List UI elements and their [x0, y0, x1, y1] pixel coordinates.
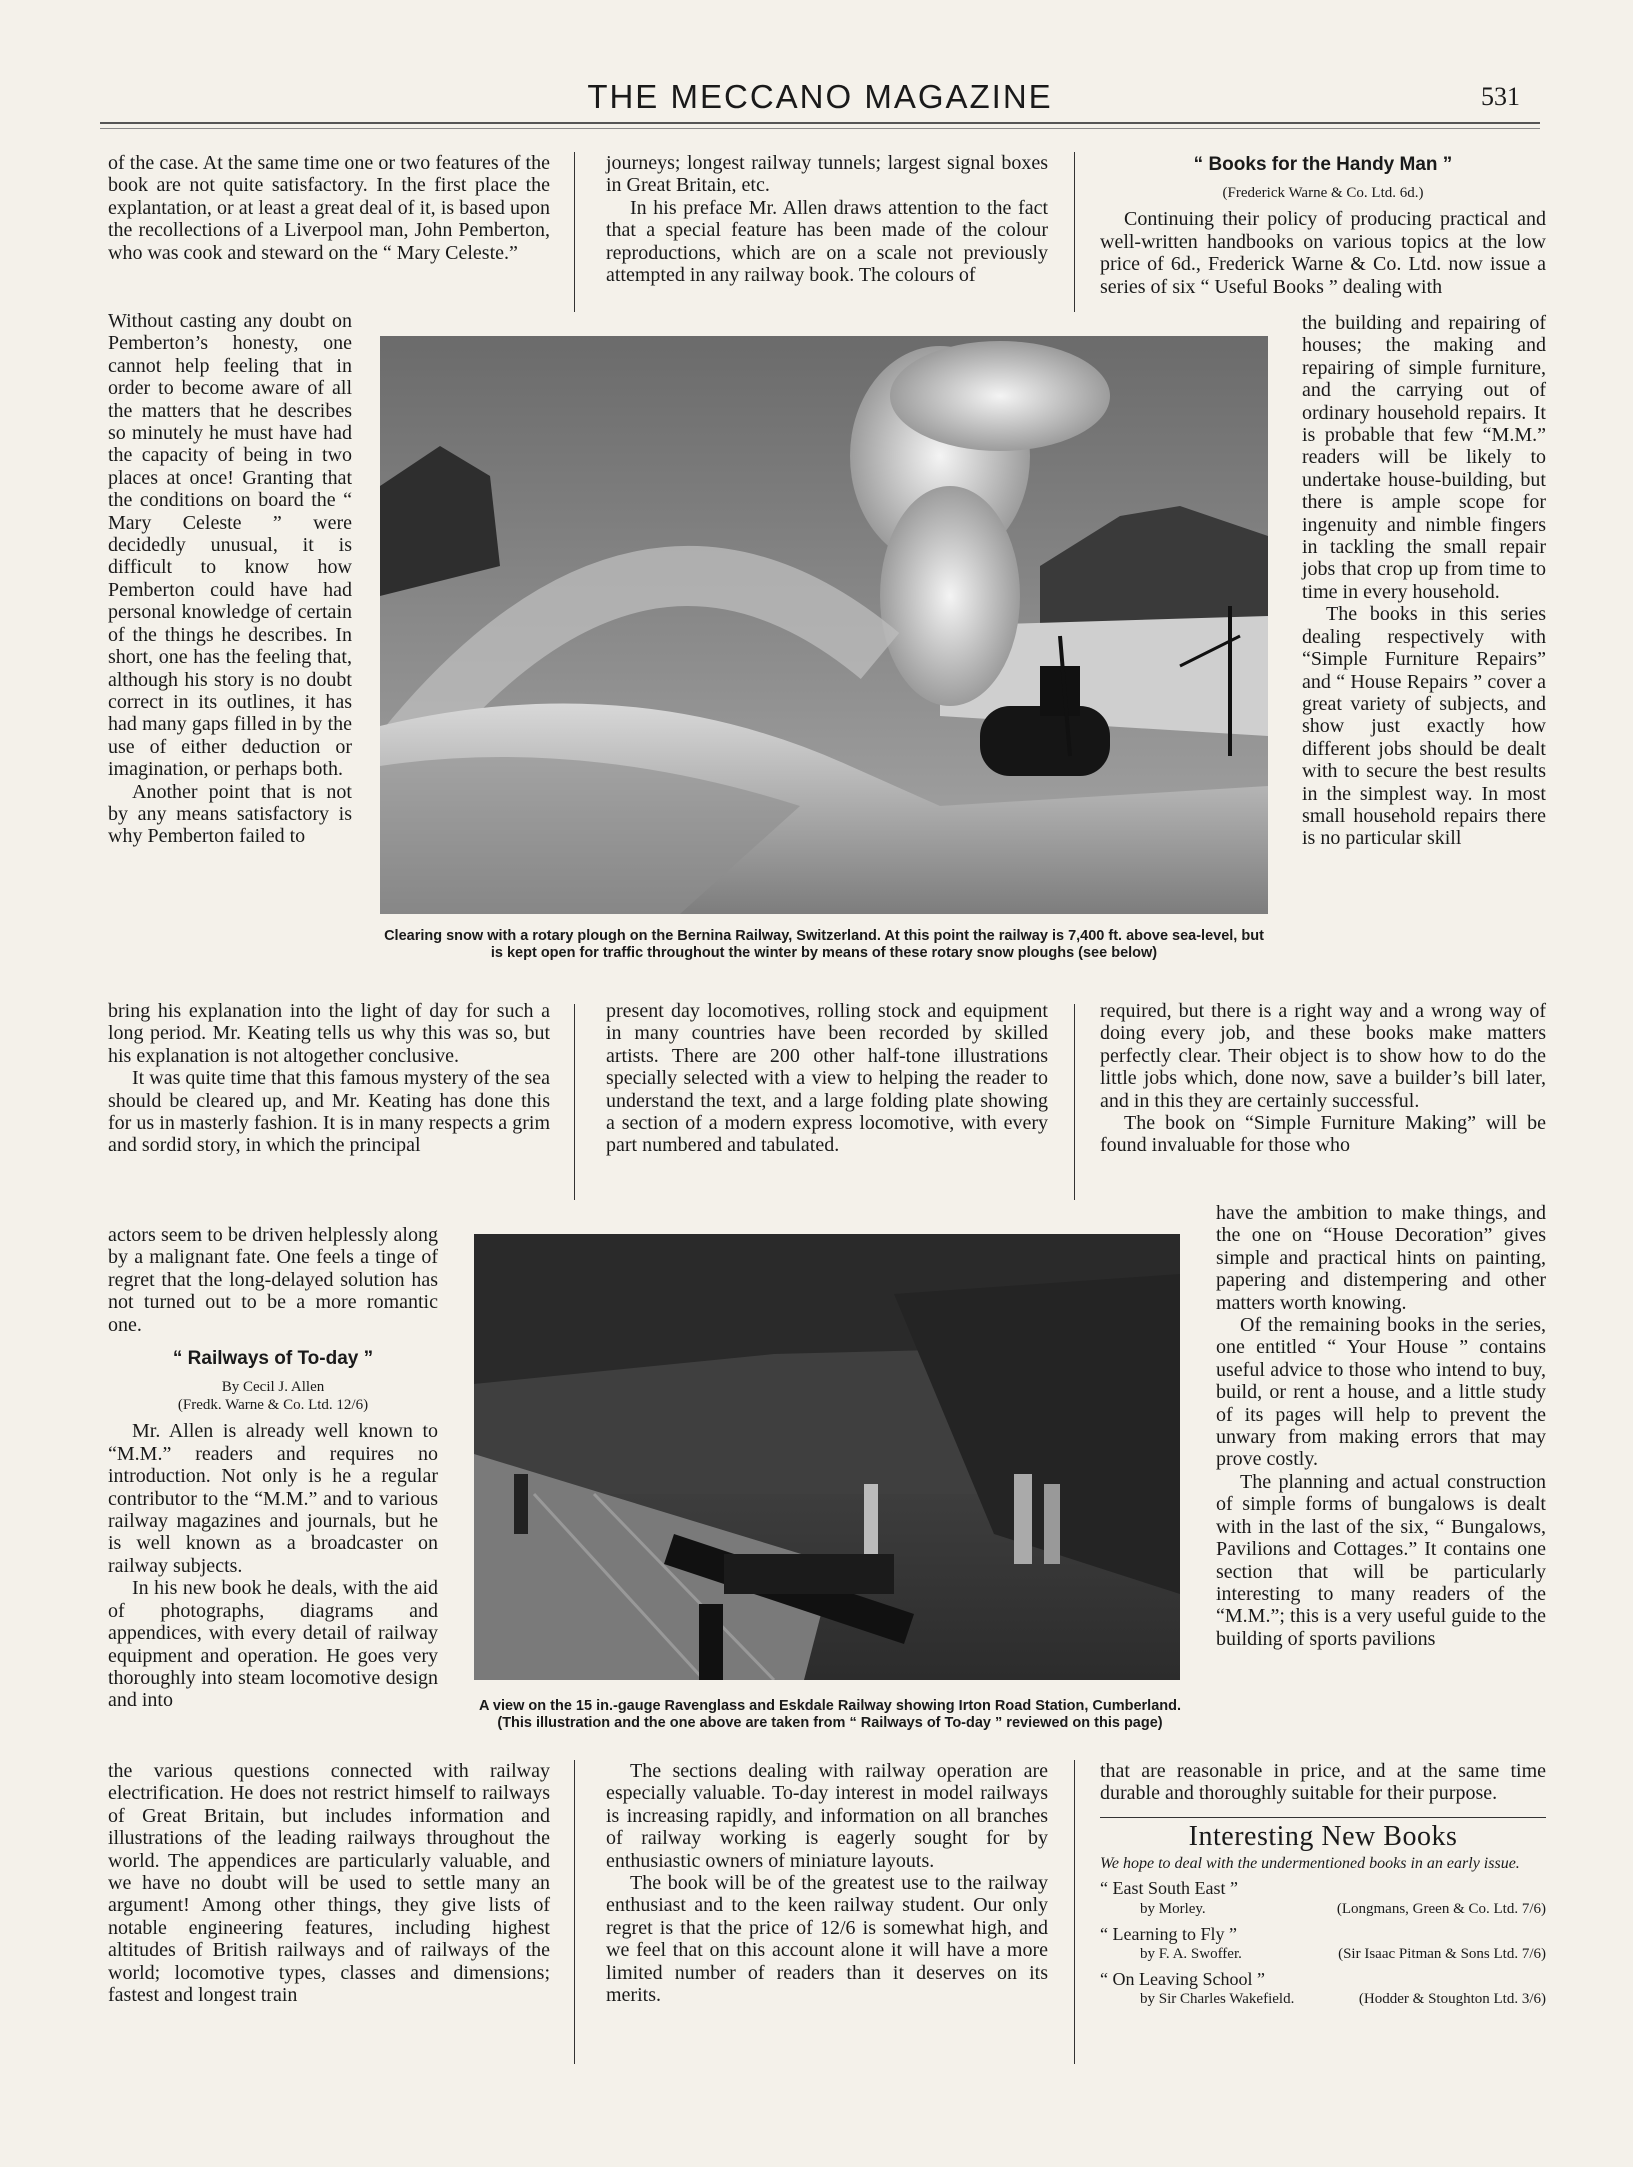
column-rule [574, 152, 575, 312]
col1-paragraph: Mr. Allen is already well known to “M.M.” readers and requires no introduction. Not only is he a regular contributor to the “M.M.” and to various railway magazines and journals, but he is well known as a broadcaster on railway subjects. [108, 1420, 438, 1577]
col1-paragraph: In his new book he deals, with the aid of photographs, diagrams and appendices, with every detail of railway equipment and operation. He goes very thoroughly into steam locomotive design and into [108, 1577, 438, 1712]
column-rule [1074, 1004, 1075, 1200]
book-author-line [1100, 1900, 1546, 1919]
col2-paragraph: The book will be of the greatest use to the railway enthusiast and to the keen railway student. Our only regret is that the price of 12/6 is somewhat high, and we feel that on this account alone it will have a more limited number of readers than it deserves on its merits. [606, 1872, 1048, 2007]
column-1-narrow [108, 310, 352, 848]
station-image [474, 1234, 1180, 1680]
col3-paragraph: the building and repairing of houses; the making and repairing of simple furniture, and the carrying out of ordinary household repairs. It is probable that few “M.M.” readers will be likely to undertake house-building, but there is ample scope for ingenuity and nimble fingers in tackling the small repair jobs that crop up from time to time in every household. [1302, 312, 1546, 603]
snow-plough-image [380, 336, 1268, 914]
col1-paragraph: It was quite time that this famous mystery of the sea should be cleared up, and Mr. Keating has done this for us in masterly fashion. It is in many respects a grim and sordid story, in which the principal [108, 1067, 550, 1157]
book-publisher: (Sir Isaac Pitman & Sons Ltd. 7/6) [1338, 1946, 1546, 1963]
col1-paragraph: Another point that is not by any means satisfactory is why Pemberton failed to [108, 780, 352, 848]
column-rule [1074, 152, 1075, 312]
books-rule [1100, 1817, 1546, 1818]
col3-paragraph: The planning and actual construction of simple forms of bungalows is dealt with in the last of the six, “ Bungalows, Pavilions and Cottages.” It contains one section that will be particularly interesting to many readers of the “M.M.”; this is a very useful guide to the building of sports pavilions [1216, 1470, 1546, 1650]
station-caption: A view on the 15 in.-gauge Ravenglass and Eskdale Railway showing Irton Road Station, Cumberland. (This illustration and the one above are taken from “ Railways of To-day ” reviewed on this page) [478, 1698, 1182, 1731]
books-note: We hope to deal with the undermentioned books in an early issue. [1100, 1855, 1520, 1873]
col3-paragraph: Of the remaining books in the series, one entitled “ Your House ” contains useful advice to those who intend to buy, build, or rent a house, and a little study of its pages will help to prevent the unwary from making errors that may prove costly. [1216, 1314, 1546, 1471]
col1-paragraph: bring his explanation into the light of day for such a long period. Mr. Keating tells us why this was so, but his explanation is not altogether conclusive. [108, 1000, 550, 1067]
book-title: “ Learning to Fly ” [1100, 1923, 1237, 1944]
book-title: “ East South East ” [1100, 1878, 1238, 1899]
col2-paragraph: present day locomotives, rolling stock and equipment in many countries have been recorded by skilled artists. There are 200 other half-tone illustrations specially selected with a view to helping the reader to understand the text, and a large folding plate showing a section of a modern express locomotive, with every part numbered and tabulated. [606, 1000, 1048, 1157]
books-heading: Interesting New Books [1188, 1820, 1458, 1852]
book-title: “ On Leaving School ” [1100, 1969, 1265, 1990]
book-author: by F. A. Swoffer. [1140, 1946, 1242, 1963]
column-2-top [606, 152, 1048, 286]
handy-man-publisher: (Frederick Warne & Co. Ltd. 6d.) [1222, 185, 1424, 202]
book-publisher: (Longmans, Green & Co. Ltd. 7/6) [1336, 1900, 1546, 1917]
magazine-title: THE MECCANO MAGAZINE [587, 78, 1053, 115]
col1-paragraph: the various questions connected with railway electrification. He does not restrict himself to railways of Great Britain, but includes information and illustrations of the leading railways throughout the world. The appendices are particularly valuable, and we have no doubt will be used to settle many an argument! Among other things, they give lists of notable engineering features, including highest altitudes of British railways and of railways of the world; locomotive types, classes and dimensions; fastest and longest train [108, 1760, 550, 2007]
column-2-bottom [606, 1760, 1048, 2006]
col3-paragraph: Continuing their policy of producing practical and well-written handbooks on various topics at the low price of 6d., Frederick Warne & Co. Ltd. now issue a series of six “ Useful Books ” dealing with [1100, 208, 1546, 298]
column-rule [1074, 1760, 1075, 2064]
col3-paragraph: required, but there is a right way and a wrong way of doing every job, and these books make matters perfectly clear. Their object is to show how to do the little jobs which, done now, save a builder’s bill later, and in this they are certainly successful. [1100, 1000, 1546, 1112]
column-1-lower [108, 1224, 438, 1712]
col3-paragraph: The book on “Simple Furniture Making” will be found invaluable for those who [1100, 1112, 1546, 1157]
railways-heading: “ Railways of To-day ” [172, 1348, 374, 1370]
column-2-middle [606, 1000, 1048, 1157]
station-photo [474, 1234, 1180, 1680]
col3-paragraph: have the ambition to make things, and the one on “House Decoration” gives simple and practical hints on painting, papering and distempering and other matters worth knowing. [1216, 1202, 1546, 1314]
running-header [100, 78, 1540, 124]
column-rule [574, 1004, 575, 1200]
column-3-narrow [1302, 312, 1546, 850]
col3-paragraph: that are reasonable in price, and at the same time durable and thoroughly suitable for their purpose. [1100, 1760, 1546, 1805]
header-rule [100, 128, 1540, 129]
column-3-bottom [1100, 1760, 1546, 2009]
page-number: 531 [1481, 82, 1520, 111]
column-3-top [1100, 150, 1546, 298]
col2-paragraph: journeys; longest railway tunnels; largest signal boxes in Great Britain, etc. [606, 152, 1048, 197]
book-author-line [1100, 1945, 1546, 1964]
snow-plough-caption: Clearing snow with a rotary plough on the Bernina Railway, Switzerland. At this point the railway is 7,400 ft. above sea-level, but is kept open for traffic throughout the winter by means of these rotary snow ploughs (see below) [384, 928, 1264, 961]
handy-man-heading: “ Books for the Handy Man ” [1193, 154, 1453, 175]
column-3-middle [1100, 1000, 1546, 1157]
railways-publisher: (Fredk. Warne & Co. Ltd. 12/6) [177, 1397, 369, 1414]
book-author-line [1100, 1990, 1546, 2009]
col1-paragraph: actors seem to be driven helplessly along by a malignant fate. One feels a tinge of regret that the long-delayed solution has not turned out to be a more romantic one. [108, 1224, 438, 1336]
railways-byline: By Cecil J. Allen [221, 1379, 325, 1396]
col2-paragraph: The sections dealing with railway operation are especially valuable. To-day interest in model railways is increasing rapidly, and information on all branches of railway working is eagerly sought for by enthusiastic owners of miniature layouts. [606, 1760, 1048, 1872]
column-3-lower [1216, 1202, 1546, 1650]
column-1-top [108, 152, 550, 264]
col3-paragraph: The books in this series dealing respectively with “Simple Furniture Repairs” and “ House Repairs ” cover a great variety of subjects, and show just exactly how different jobs should be dealt with to secure the best results in the simplest way. In most small household repairs there is no particular skill [1302, 603, 1546, 850]
book-publisher: (Hodder & Stoughton Ltd. 3/6) [1358, 1991, 1546, 2008]
col1-paragraph: of the case. At the same time one or two features of the book are not quite satisfactory. In the first place the explantation, or at least a great deal of it, is based upon the recollections of a Liverpool man, John Pemberton, who was cook and steward on the “ Mary Celeste.” [108, 152, 550, 264]
books-list [1100, 1877, 1546, 2009]
col1-paragraph: Without casting any doubt on Pemberton’s honesty, one cannot help feeling that in order to become aware of all the matters that he describes so minutely he must have had the capacity of being in two places at once! Granting that the conditions on board the “ Mary Celeste ” were decidedly unusual, it is difficult to know how Pemberton could have had personal knowledge of certain of the things he describes. In short, one has the feeling that, although his story is no doubt correct in its outlines, it has had many gaps filled in by the use of either deduction or imagination, or perhaps both. [108, 310, 352, 781]
snow-plough-photo [380, 336, 1268, 914]
col2-paragraph: In his preface Mr. Allen draws attention to the fact that a special feature has been made of the colour reproductions, which are on a scale not previously attempted in any railway book. The colours of [606, 196, 1048, 287]
column-1-middle [108, 1000, 550, 1157]
book-author: by Morley. [1140, 1900, 1206, 1917]
column-1-bottom [108, 1760, 550, 2006]
column-rule [574, 1760, 575, 2064]
book-author: by Sir Charles Wakefield. [1140, 1991, 1295, 2008]
